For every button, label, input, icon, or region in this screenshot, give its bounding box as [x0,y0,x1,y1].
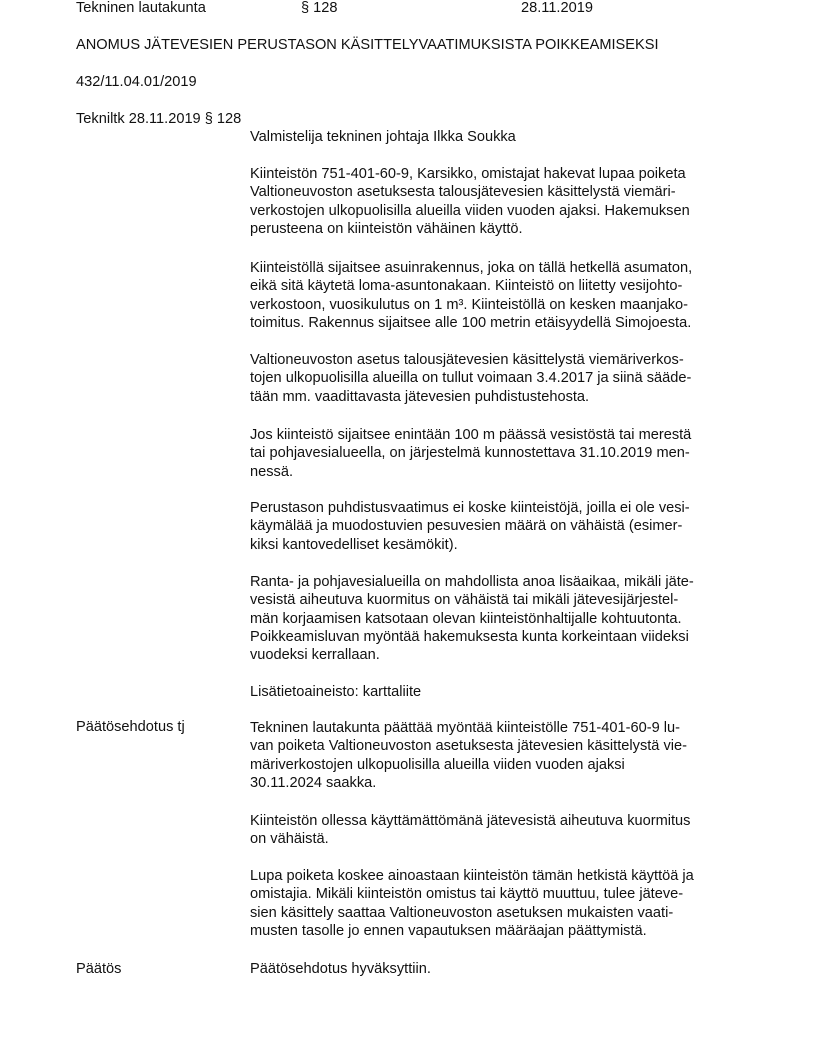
text-line: perusteena on kiinteistön vähäinen käyttö. [250,220,523,237]
text-line: 30.11.2024 saakka. [250,774,377,791]
text-line: kiksi kantovedelliset kesämökit). [250,536,458,553]
attachment-line [250,683,750,701]
preparer-line: Valmistelija tekninen johtaja Ilkka Soukka [250,129,516,145]
proposal-label: Päätösehdotus tj [76,719,185,735]
text-line: Kiinteistön ollessa käyttämättömänä jätevesistä aiheutuva kuormitus [250,813,691,829]
meeting-reference: Tekniltk 28.11.2019 § 128 [76,111,242,127]
text-line: Ranta- ja pohjavesialueilla on mahdollista anoa lisäaikaa, mikäli jäte- [250,574,694,590]
text-line: käymälää ja muodostuvien pesuvesien määrä on vähäistä (esimer- [250,518,683,535]
text-line: musten tasolle jo ennen vapautuksen määräajan päättymistä. [250,922,647,939]
text-line: Valtioneuvoston asetuksesta talousjätevesien käsittelystä viemäri- [250,184,676,201]
meeting-date: 28.11.2019 [521,0,593,16]
text-line: Lupa poiketa koskee ainoastaan kiinteistön tämän hetkistä käyttöä ja [250,868,694,884]
proposal-paragraph-3 [250,867,750,940]
board-name: Tekninen lautakunta [76,0,206,16]
case-number: 432/11.04.01/2019 [76,74,197,90]
text-line: tai pohjavesialueella, on järjestelmä kunnostettava 31.10.2019 men- [250,445,690,462]
document-title: ANOMUS JÄTEVESIEN PERUSTASON KÄSITTELYVAATIMUKSISTA POIKKEAMISEKSI [76,37,659,53]
text-line: sien käsittely saattaa Valtioneuvoston asetuksen mukaisten vaati- [250,904,674,921]
text-line: toimitus. Rakennus sijaitsee alle 100 metrin etäisyydellä Simojoesta. [250,314,692,331]
text-line: verkostoon, vuosikulutus on 1 m³. Kiinteistöllä on kesken maanjako- [250,296,689,313]
text-line: Valtioneuvoston asetus talousjätevesien käsittelystä viemäriverkos- [250,352,684,368]
text-line: tojen ulkopuolisilla alueilla on tullut voimaan 3.4.2017 ja siinä sääde- [250,370,692,387]
decision-label: Päätös [76,961,122,977]
section-number: § 128 [301,0,338,16]
text-line: eikä sitä käytetä loma-asuntonakaan. Kiinteistö on liitetty vesijohto- [250,278,683,295]
text-line: Kiinteistöllä sijaitsee asuinrakennus, joka on tällä hetkellä asumaton, [250,260,693,276]
text-line: Perustason puhdistusvaatimus ei koske kiinteistöjä, joilla ei ole vesi- [250,500,690,516]
body-paragraph-2 [250,259,750,332]
body-paragraph-3 [250,351,750,406]
text-line: van poiketa Valtioneuvoston asetuksesta jätevesien käsittelystä vie- [250,738,687,755]
body-paragraph-6 [250,573,750,664]
text-line: Poikkeamisluvan myöntää hakemuksesta kunta korkeintaan viideksi [250,628,689,645]
text-line: Kiinteistön 751-401-60-9, Karsikko, omistajat hakevat lupaa poiketa [250,166,686,182]
body-paragraph-4 [250,426,750,481]
text-line: nessä. [250,463,293,480]
proposal-paragraph-1 [250,719,750,792]
text-line: omistajia. Mikäli kiinteistön omistus tai käyttö muuttuu, tulee jäteve- [250,886,684,903]
text-line: tään mm. vaadittavasta jätevesien puhdistustehosta. [250,388,590,405]
text-line: män korjaamisen katsotaan olevan kiinteistönhaltijalle kohtuutonta. [250,610,682,627]
proposal-paragraph-2 [250,812,750,849]
decision-text: Päätösehdotus hyväksyttiin. [250,961,431,977]
text-line: vuodeksi kerrallaan. [250,647,380,664]
body-paragraph-1 [250,165,750,238]
text-line: Jos kiinteistö sijaitsee enintään 100 m päässä vesistöstä tai merestä [250,427,692,443]
body-paragraph-5 [250,499,750,554]
text-line: märiverkostojen ulkopuolisilla alueilla viiden vuoden ajaksi [250,756,625,773]
text-line: Tekninen lautakunta päättää myöntää kiinteistölle 751-401-60-9 lu- [250,720,680,736]
text-line: vesistä aiheutuva kuormitus on vähäistä tai mikäli jätevesijärjestel- [250,592,679,609]
text-line: Lisätietoaineisto: karttaliite [250,684,422,700]
text-line: verkostojen ulkopuolisilla alueilla viiden vuoden ajaksi. Hakemuksen [250,202,690,219]
text-line: on vähäistä. [250,831,329,848]
